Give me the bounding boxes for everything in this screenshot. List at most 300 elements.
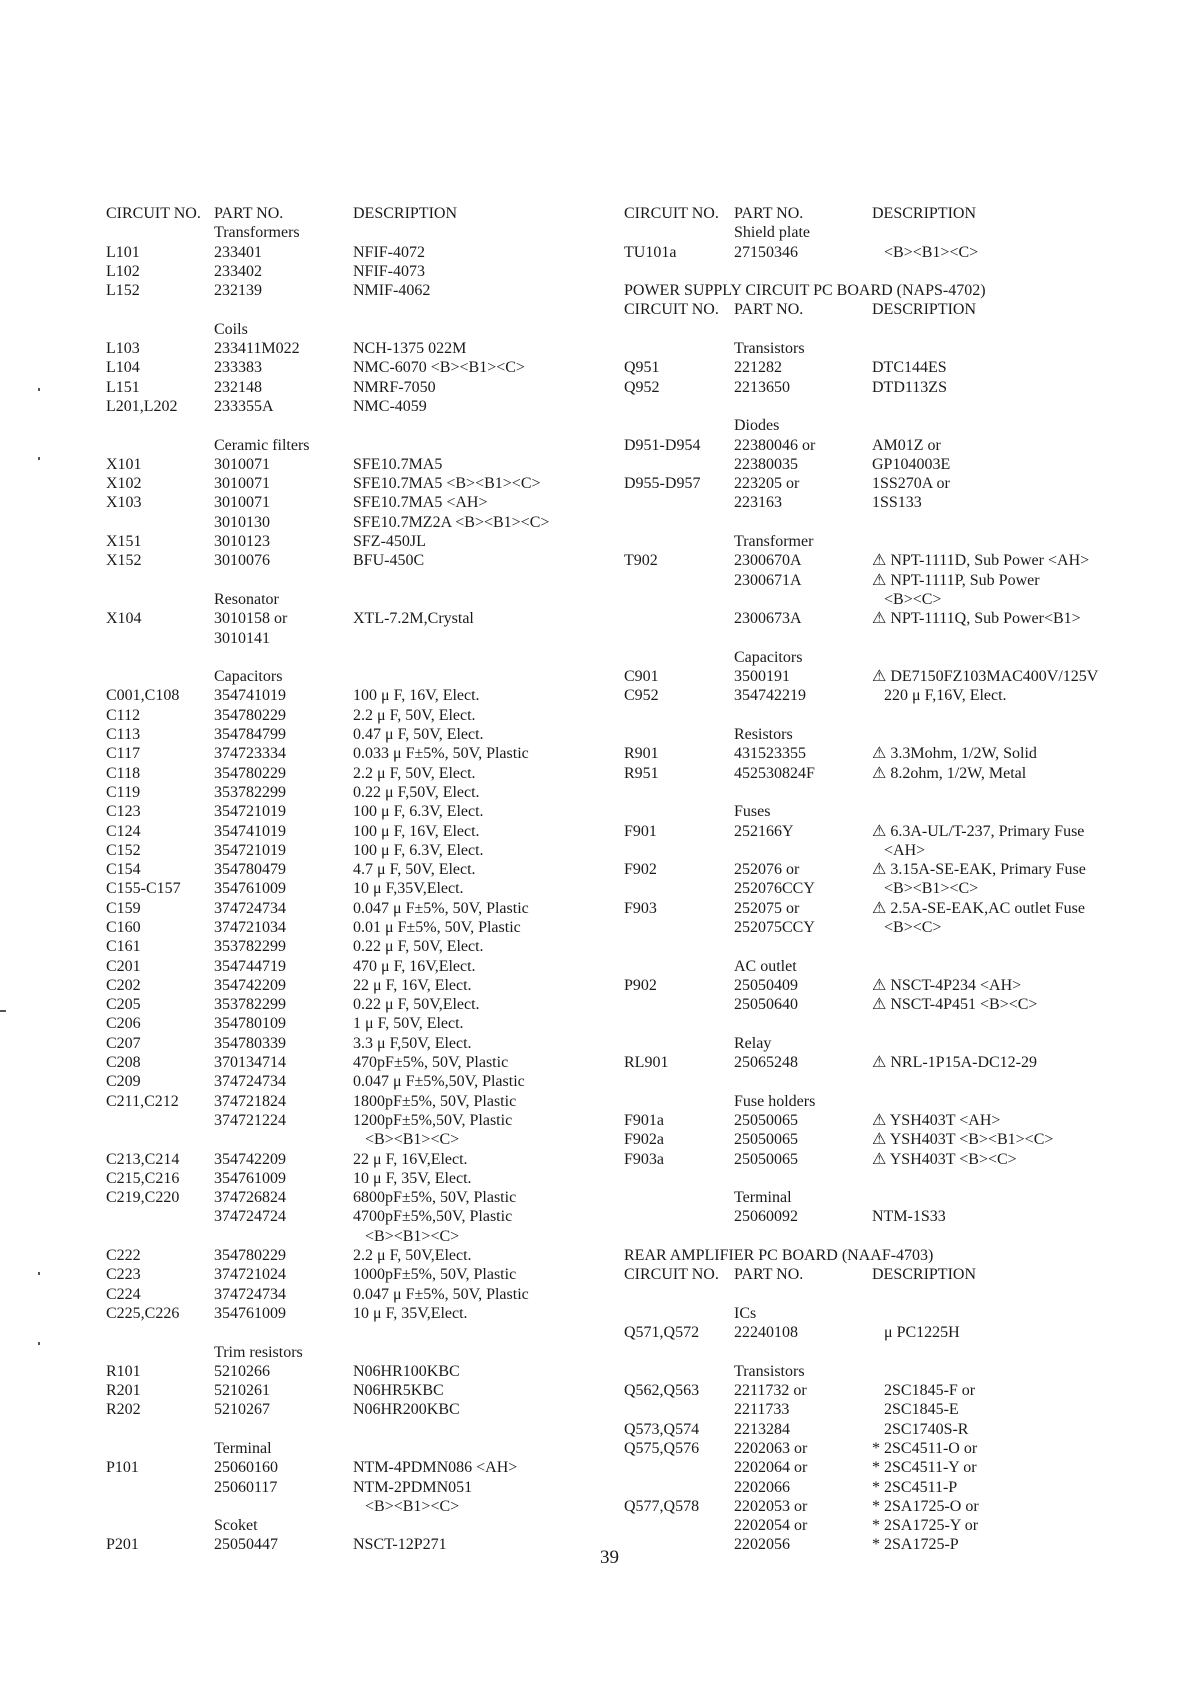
part-row (624, 802, 1144, 821)
circuit-no: C219,C220 (106, 1189, 180, 1207)
part-row (624, 436, 1144, 455)
board-heading-text: REAR AMPLIFIER PC BOARD (NAAF-4703) (624, 1247, 934, 1265)
part-row (106, 957, 606, 976)
description: DESCRIPTION (872, 301, 977, 319)
description: <B><C> (884, 918, 942, 936)
part-no: 354780229 (214, 706, 286, 724)
part-no: Transformers (214, 224, 300, 242)
part-row (106, 629, 606, 648)
circuit-no: C224 (106, 1285, 141, 1303)
part-row (106, 1362, 606, 1381)
spacer (624, 397, 1144, 416)
part-row (624, 416, 1144, 435)
part-no: 3010071 (214, 494, 270, 512)
circuit-no: R202 (106, 1401, 141, 1419)
circuit-no: C113 (106, 726, 141, 744)
circuit-no: D955-D957 (624, 475, 701, 493)
part-row (106, 725, 606, 744)
part-row (624, 1516, 1144, 1535)
description: NCH-1375 022M (353, 340, 467, 358)
description: NFIF-4072 (353, 243, 426, 261)
circuit-no: C208 (106, 1054, 141, 1072)
description: DESCRIPTION (872, 1266, 977, 1284)
description: 3.3 μ F,50V, Elect. (353, 1034, 472, 1052)
circuit-no: L201,L202 (106, 397, 178, 415)
circuit-no: X152 (106, 552, 142, 570)
description: NTM-1S33 (872, 1208, 946, 1226)
circuit-no: X151 (106, 533, 142, 551)
spacer (106, 1420, 606, 1439)
part-row (624, 455, 1144, 474)
part-no: Resistors (734, 726, 793, 744)
part-no: Capacitors (214, 668, 283, 686)
description: 100 μ F, 6.3V, Elect. (353, 803, 484, 821)
part-no: 354780479 (214, 861, 286, 879)
circuit-no: C952 (624, 687, 659, 705)
circuit-no: P101 (106, 1459, 139, 1477)
description: DTC144ES (872, 359, 947, 377)
part-no: 25050640 (734, 996, 798, 1014)
description: NFIF-4073 (353, 262, 426, 280)
part-no: 374724724 (214, 1208, 286, 1226)
description: ⚠ YSH403T <B><B1><C> (872, 1131, 1054, 1149)
part-no: Transformer (734, 533, 814, 551)
circuit-no: T902 (624, 552, 658, 570)
circuit-no: C205 (106, 996, 141, 1014)
part-row (106, 1478, 606, 1497)
description: 0.047 μ F±5%, 50V, Plastic (353, 1285, 529, 1303)
part-no: 354741019 (214, 822, 286, 840)
circuit-no: CIRCUIT NO. (106, 205, 201, 222)
part-no: 25050447 (214, 1536, 278, 1554)
part-no: PART NO. (734, 1266, 804, 1284)
part-row (624, 474, 1144, 493)
part-row (106, 686, 606, 705)
description: ⚠ 8.2ohm, 1/2W, Metal (872, 764, 1027, 782)
part-row (106, 455, 606, 474)
part-row (106, 474, 606, 493)
spacer (624, 1343, 1144, 1362)
part-no: 354742209 (214, 976, 286, 994)
part-row (106, 1169, 606, 1188)
circuit-no: X101 (106, 455, 142, 473)
circuit-no: D951-D954 (624, 436, 701, 454)
board-heading (624, 1246, 1144, 1265)
description: 22 μ F, 16V,Elect. (353, 1150, 468, 1168)
description: 0.47 μ F, 50V, Elect. (353, 726, 484, 744)
part-no: 354741019 (214, 687, 286, 705)
description: NSCT-12P271 (353, 1536, 447, 1554)
circuit-no: Q577,Q578 (624, 1497, 700, 1515)
description: 22 μ F, 16V, Elect. (353, 976, 472, 994)
description: * 2SC4511-P (872, 1478, 958, 1496)
part-no: 223163 (734, 494, 782, 512)
part-no: 374724734 (214, 1285, 286, 1303)
part-row (624, 976, 1144, 995)
part-no: 2300670A (734, 552, 802, 570)
page-number: 39 (600, 1547, 619, 1568)
description: <B><C> (884, 590, 942, 608)
part-no: 354780339 (214, 1034, 286, 1052)
part-row (106, 1246, 606, 1265)
part-row (624, 879, 1144, 898)
part-row (624, 532, 1144, 551)
part-row (106, 1458, 606, 1477)
description: 1200pF±5%,50V, Plastic (353, 1111, 513, 1129)
part-no: Shield plate (734, 224, 810, 242)
part-row (624, 1362, 1144, 1381)
spacer (624, 937, 1144, 956)
part-row (106, 744, 606, 763)
part-row (624, 609, 1144, 628)
part-row (624, 223, 1144, 242)
description: 4700pF±5%,50V, Plastic (353, 1208, 513, 1226)
part-no: 452530824F (734, 764, 815, 782)
part-no: 2202053 or (734, 1497, 808, 1515)
part-row (624, 744, 1144, 763)
part-row (106, 1072, 606, 1091)
description: μ PC1225H (884, 1324, 960, 1342)
circuit-no: C901 (624, 668, 659, 686)
circuit-no: P902 (624, 976, 657, 994)
circuit-no: C119 (106, 783, 141, 801)
description: 2.2 μ F, 50V, Elect. (353, 706, 476, 724)
part-no: Fuse holders (734, 1092, 816, 1110)
part-row (106, 493, 606, 512)
circuit-no: C215,C216 (106, 1169, 180, 1187)
part-row (624, 899, 1144, 918)
part-row (624, 957, 1144, 976)
part-row (106, 783, 606, 802)
spacer (106, 571, 606, 590)
part-no: 354742209 (214, 1150, 286, 1168)
part-row (624, 571, 1144, 590)
spacer (624, 1227, 1144, 1246)
part-row (106, 918, 606, 937)
circuit-no: C154 (106, 861, 141, 879)
part-no: 233401 (214, 243, 262, 261)
description: BFU-450C (353, 552, 425, 570)
spacer (624, 1285, 1144, 1304)
description: ⚠ 3.3Mohm, 1/2W, Solid (872, 745, 1037, 763)
part-row (624, 686, 1144, 705)
part-row (624, 1458, 1144, 1477)
part-row (106, 1130, 606, 1149)
part-no: Ceramic filters (214, 436, 310, 454)
circuit-no: F902a (624, 1131, 664, 1149)
part-no: 431523355 (734, 745, 806, 763)
part-row (624, 1323, 1144, 1342)
part-no: 374721824 (214, 1092, 286, 1110)
part-no: 2211732 or (734, 1382, 807, 1400)
circuit-no: F902 (624, 861, 657, 879)
part-no: 252166Y (734, 822, 794, 840)
part-row (624, 764, 1144, 783)
circuit-no: CIRCUIT NO. (624, 205, 719, 222)
part-no: 3010130 (214, 513, 270, 531)
part-no: 374721224 (214, 1111, 286, 1129)
circuit-no: C160 (106, 918, 141, 936)
description: 2SC1740S-R (884, 1420, 969, 1438)
description: 6800pF±5%, 50V, Plastic (353, 1189, 517, 1207)
scan-speck (38, 388, 40, 391)
circuit-no: C161 (106, 938, 141, 956)
part-no: 252076CCY (734, 880, 815, 898)
description: 1SS133 (872, 494, 922, 512)
part-no: ICs (734, 1304, 757, 1322)
circuit-no: F903 (624, 899, 657, 917)
circuit-no: C213,C214 (106, 1150, 180, 1168)
part-no: 25050065 (734, 1150, 798, 1168)
description: <B><B1><C> (884, 880, 979, 898)
part-row (106, 1535, 606, 1554)
part-no: 3010076 (214, 552, 270, 570)
part-row (624, 1053, 1144, 1072)
part-row (106, 1092, 606, 1111)
part-row (106, 667, 606, 686)
description: NTM-4PDMN086 <AH> (353, 1459, 518, 1477)
description: 4.7 μ F, 50V, Elect. (353, 861, 476, 879)
description: ⚠ DE7150FZ103MAC400V/125V (872, 668, 1099, 686)
part-row (106, 1497, 606, 1516)
part-no: 353782299 (214, 938, 286, 956)
part-no: 374724734 (214, 1073, 286, 1091)
part-no: 25050065 (734, 1131, 798, 1149)
column-header-row (624, 204, 1144, 223)
spacer (106, 300, 606, 319)
part-no: 232148 (214, 378, 262, 396)
circuit-no: L101 (106, 243, 140, 261)
circuit-no: F901 (624, 822, 657, 840)
part-row (106, 1227, 606, 1246)
description: ⚠ NSCT-4P451 <B><C> (872, 996, 1038, 1014)
part-no: Scoket (214, 1517, 258, 1535)
circuit-no: CIRCUIT NO. (624, 1266, 719, 1284)
part-row (106, 1285, 606, 1304)
spacer (624, 629, 1144, 648)
spacer (624, 1014, 1144, 1033)
part-row (106, 1400, 606, 1419)
description: ⚠ YSH403T <B><C> (872, 1150, 1017, 1168)
circuit-no: C207 (106, 1034, 141, 1052)
part-no: Terminal (734, 1189, 792, 1207)
circuit-no: C112 (106, 706, 141, 724)
part-row (624, 725, 1144, 744)
circuit-no: Q952 (624, 378, 660, 396)
part-no: 353782299 (214, 783, 286, 801)
description: 0.22 μ F,50V, Elect. (353, 783, 480, 801)
part-no: 2213650 (734, 378, 790, 396)
spacer (106, 1323, 606, 1342)
circuit-no: R901 (624, 745, 659, 763)
part-no: 233402 (214, 262, 262, 280)
scan-speck (38, 457, 40, 460)
description: ⚠ 6.3A-UL/T-237, Primary Fuse (872, 822, 1085, 840)
part-no: Trim resistors (214, 1343, 303, 1361)
part-row (624, 1381, 1144, 1400)
part-row (106, 1150, 606, 1169)
part-row (106, 281, 606, 300)
part-row (106, 532, 606, 551)
description: * 2SC4511-O or (872, 1440, 978, 1457)
circuit-no: C159 (106, 899, 141, 917)
circuit-no: RL901 (624, 1054, 669, 1072)
part-row (106, 1014, 606, 1033)
description: ⚠ 2.5A-SE-EAK,AC outlet Fuse (872, 899, 1085, 917)
part-no: 3010071 (214, 475, 270, 493)
spacer (624, 320, 1144, 339)
part-no: 233383 (214, 359, 262, 377)
description: 1000pF±5%, 50V, Plastic (353, 1266, 517, 1284)
spacer (624, 1169, 1144, 1188)
spacer (106, 416, 606, 435)
description: NTM-2PDMN051 (353, 1478, 473, 1496)
circuit-no: Q573,Q574 (624, 1420, 700, 1438)
part-row (624, 1478, 1144, 1497)
part-no: 27150346 (734, 243, 798, 261)
scan-speck (38, 1272, 40, 1275)
part-row (624, 1207, 1144, 1226)
part-no: 2213284 (734, 1420, 790, 1438)
circuit-no: C001,C108 (106, 687, 180, 705)
description: NMC-4059 (353, 397, 427, 415)
circuit-no: R101 (106, 1362, 141, 1380)
part-no: 252075 or (734, 899, 800, 917)
part-row (106, 339, 606, 358)
part-no: PART NO. (734, 301, 804, 319)
part-no: AC outlet (734, 957, 797, 975)
part-row (106, 976, 606, 995)
part-row (106, 1343, 606, 1362)
description: <B><B1><C> (365, 1131, 460, 1149)
description: GP104003E (872, 455, 951, 473)
circuit-no: C202 (106, 976, 141, 994)
part-no: 3010071 (214, 455, 270, 473)
part-no: 2202066 (734, 1478, 790, 1496)
right-parts-column (624, 204, 1144, 1555)
part-no: 354780109 (214, 1015, 286, 1033)
part-no: 354761009 (214, 880, 286, 898)
circuit-no: P201 (106, 1536, 139, 1554)
part-no: 3010141 (214, 629, 270, 647)
part-no: 221282 (734, 359, 782, 377)
part-row (624, 1439, 1144, 1458)
part-no: 2300671A (734, 571, 802, 589)
description: NMIF-4062 (353, 282, 431, 300)
description: 100 μ F, 6.3V, Elect. (353, 841, 484, 859)
part-no: 354780229 (214, 1247, 286, 1265)
circuit-no: C223 (106, 1266, 141, 1284)
circuit-no: C225,C226 (106, 1304, 180, 1322)
part-no: 25065248 (734, 1054, 798, 1072)
description: N06HR5KBC (353, 1382, 444, 1400)
circuit-no: C155-C157 (106, 880, 181, 898)
part-row (106, 551, 606, 570)
part-no: Resonator (214, 590, 279, 608)
scan-speck (0, 1010, 6, 1012)
description: N06HR200KBC (353, 1401, 460, 1419)
part-no: 354780229 (214, 764, 286, 782)
part-row (106, 262, 606, 281)
part-row (106, 1381, 606, 1400)
part-row (106, 223, 606, 242)
part-row (624, 590, 1144, 609)
part-row (106, 378, 606, 397)
part-no: 252076 or (734, 861, 800, 879)
description: SFE10.7MA5 (353, 455, 443, 473)
description: <B><B1><C> (365, 1227, 460, 1245)
part-row (106, 590, 606, 609)
description: 0.047 μ F±5%, 50V, Plastic (353, 899, 529, 917)
part-row (624, 339, 1144, 358)
part-row (624, 822, 1144, 841)
circuit-no: C211,C212 (106, 1092, 179, 1110)
circuit-no: F903a (624, 1150, 664, 1168)
part-row (106, 841, 606, 860)
part-row (624, 1420, 1144, 1439)
part-row (106, 802, 606, 821)
part-no: 5210266 (214, 1362, 270, 1380)
description: SFE10.7MZ2A <B><B1><C> (353, 513, 550, 531)
description: SFE10.7MA5 <B><B1><C> (353, 475, 541, 493)
part-no: 233411M022 (214, 340, 300, 358)
description: <B><B1><C> (365, 1497, 460, 1515)
description: <AH> (884, 841, 926, 859)
description: DTD113ZS (872, 378, 947, 396)
circuit-no: CIRCUIT NO. (624, 301, 719, 319)
description: XTL-7.2M,Crystal (353, 610, 474, 628)
description: NMC-6070 <B><B1><C> (353, 359, 525, 377)
circuit-no: C152 (106, 841, 141, 859)
part-row (624, 1535, 1144, 1554)
part-no: 370134714 (214, 1054, 286, 1072)
description: <B><B1><C> (884, 243, 979, 261)
description: 2.2 μ F, 50V,Elect. (353, 1247, 472, 1265)
part-row (106, 1034, 606, 1053)
part-no: 223205 or (734, 475, 800, 493)
circuit-no: C222 (106, 1247, 141, 1265)
part-row (106, 513, 606, 532)
column-header-row (106, 204, 606, 223)
part-row (106, 1304, 606, 1323)
part-row (624, 243, 1144, 262)
part-no: 3010158 or (214, 610, 288, 628)
circuit-no: L152 (106, 282, 140, 300)
description: 2SC1845-E (884, 1401, 959, 1419)
description: 0.047 μ F±5%,50V, Plastic (353, 1073, 525, 1091)
part-no: 22380035 (734, 455, 798, 473)
description: 1SS270A or (872, 475, 950, 493)
part-row (106, 995, 606, 1014)
part-row (106, 358, 606, 377)
part-no: Capacitors (734, 648, 803, 666)
part-no: 354761009 (214, 1304, 286, 1322)
part-row (106, 1207, 606, 1226)
description: 10 μ F, 35V, Elect. (353, 1169, 472, 1187)
part-row (624, 860, 1144, 879)
part-no: 22240108 (734, 1324, 798, 1342)
spacer (106, 648, 606, 667)
circuit-no: F901a (624, 1111, 664, 1129)
circuit-no: X104 (106, 610, 142, 628)
description: 220 μ F,16V, Elect. (884, 687, 1007, 705)
part-no: 233355A (214, 397, 274, 415)
scan-speck (38, 1342, 40, 1345)
description: 470pF±5%, 50V, Plastic (353, 1054, 509, 1072)
part-no: 2202064 or (734, 1459, 808, 1477)
spacer (624, 706, 1144, 725)
circuit-no: C123 (106, 803, 141, 821)
